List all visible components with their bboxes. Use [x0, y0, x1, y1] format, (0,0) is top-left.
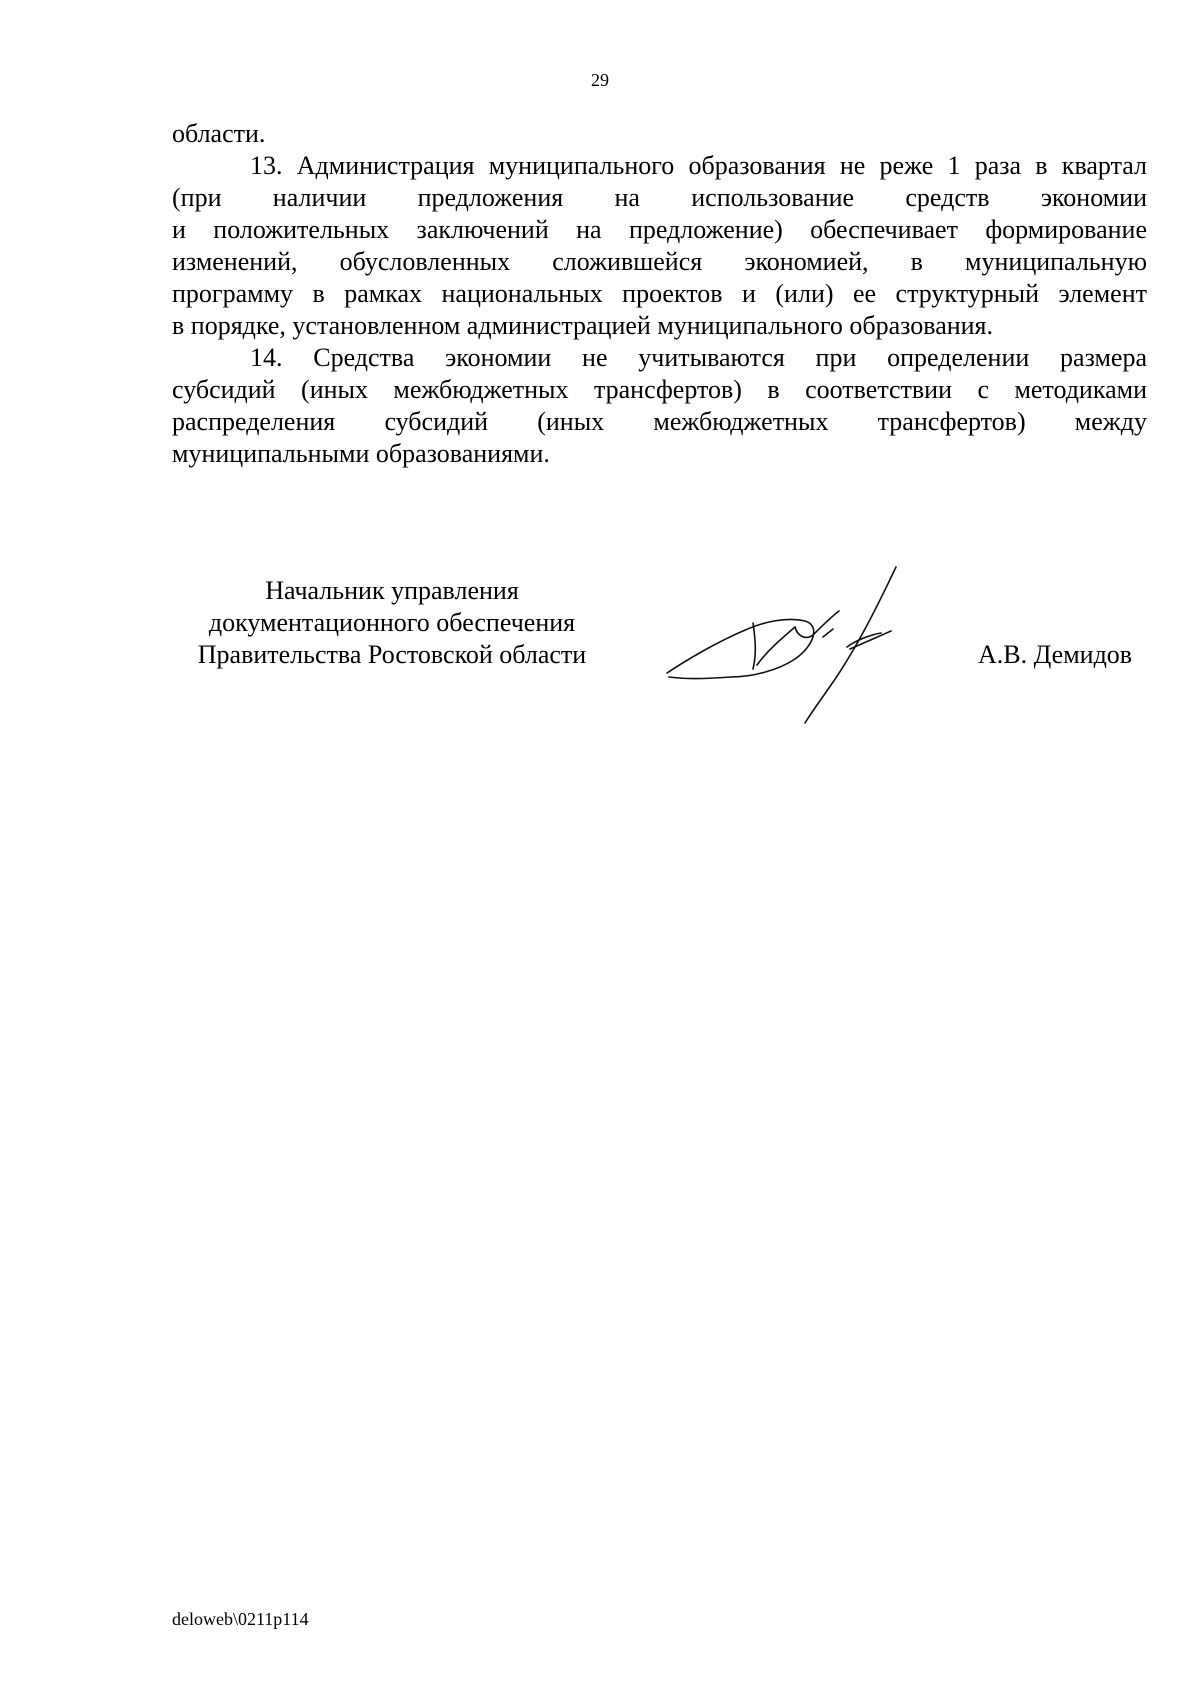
- paragraph-line: 13. Администрация муниципального образования не реже 1 раза в квартал: [250, 151, 1147, 180]
- handwritten-signature: [655, 565, 955, 725]
- signatory-position: [172, 575, 612, 671]
- document-body: [172, 118, 1147, 470]
- paragraph-line: изменений, обусловленных сложившейся экономией, в муниципальную: [172, 247, 1147, 276]
- paragraph-line: в порядке, установленном администрацией муниципального образования.: [172, 311, 994, 340]
- paragraph-line: и положительных заключений на предложение) обеспечивает формирование: [172, 215, 1147, 244]
- paragraph-line: 14. Средства экономии не учитываются при определении размера: [250, 343, 1147, 372]
- page-number: 29: [591, 70, 609, 90]
- footer-document-code: deloweb\0211p114: [172, 1609, 309, 1629]
- paragraph-line: муниципальными образованиями.: [172, 439, 550, 468]
- signatory-name: А.В. Демидов: [978, 640, 1133, 669]
- paragraph-line: (при наличии предложения на использование средств экономии: [172, 183, 1147, 212]
- paragraph-line: области.: [172, 119, 266, 148]
- signatory-position-line: документационного обеспечения: [208, 608, 576, 637]
- paragraph-line: программу в рамках национальных проектов и (или) ее структурный элемент: [172, 279, 1147, 308]
- signatory-position-line: Правительства Ростовской области: [197, 640, 587, 669]
- paragraph-line: распределения субсидий (иных межбюджетных трансфертов) между: [172, 407, 1147, 436]
- signatory-position-line: Начальник управления: [265, 576, 519, 605]
- paragraph-line: субсидий (иных межбюджетных трансфертов) в соответствии с методиками: [172, 375, 1147, 404]
